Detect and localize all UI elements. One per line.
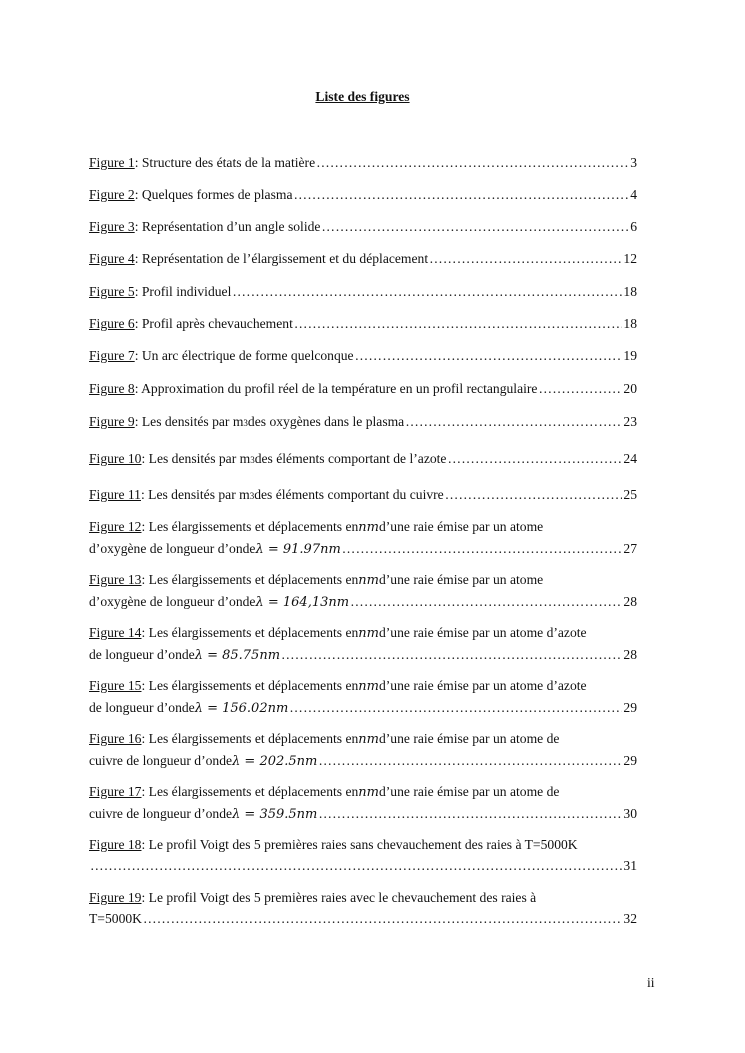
figure-label[interactable]: Figure 11: [89, 487, 141, 502]
toc-entry-figure-7[interactable]: [89, 345, 637, 366]
figure-caption-line2: T=5000K: [89, 911, 142, 926]
dot-leader: [143, 908, 622, 929]
page-number: 4: [630, 187, 637, 202]
dot-leader: [447, 448, 622, 469]
dot-leader: [318, 750, 622, 771]
wavelength-math: λ = 164,13nm: [255, 595, 350, 610]
figure-caption-line2: d’oxygène de longueur d’onde: [89, 594, 256, 609]
unit-math: nm: [358, 679, 379, 694]
figure-caption: : Un arc électrique de forme quelconque: [134, 348, 354, 363]
figure-caption: : Les élargissements et déplacements en: [141, 519, 359, 534]
toc-entry-figure-19[interactable]: [89, 887, 637, 929]
figure-caption-line2: de longueur d’onde: [89, 647, 195, 662]
figure-caption-line2: d’oxygène de longueur d’onde: [89, 541, 256, 556]
page-number: 3: [630, 155, 637, 170]
wavelength-math: λ = 359.5nm: [232, 807, 318, 822]
dot-leader: [429, 248, 622, 269]
toc-entry-figure-13[interactable]: [89, 569, 637, 613]
figure-caption: : Les élargissements et déplacements en: [141, 678, 359, 693]
dot-leader: [318, 803, 622, 824]
dot-leader: [538, 378, 622, 399]
page-number: 19: [623, 348, 637, 363]
figure-caption-line2: cuivre de longueur d’onde: [89, 753, 233, 768]
figure-label[interactable]: Figure 2: [89, 187, 135, 202]
wavelength-math: λ = 156.02nm: [194, 701, 289, 716]
figure-label[interactable]: Figure 10: [89, 451, 142, 466]
unit-math: nm: [358, 732, 379, 747]
figure-caption: : Les élargissements et déplacements en: [141, 572, 359, 587]
superscript: 3: [249, 491, 255, 501]
page-number: 18: [623, 316, 637, 331]
unit-math: nm: [358, 573, 379, 588]
figure-caption-cont: d’une raie émise par un atome: [378, 519, 544, 534]
dot-leader: [293, 184, 629, 205]
figure-label[interactable]: Figure 7: [89, 348, 135, 363]
figure-caption: : Profil après chevauchement: [134, 316, 293, 331]
page-number: 18: [623, 284, 637, 299]
figure-caption-cont: des éléments comportant du cuivre: [254, 487, 444, 502]
page-number: 32: [623, 911, 637, 926]
figure-caption: : Les élargissements et déplacements en: [141, 731, 359, 746]
footer-page-number: ii: [647, 975, 655, 990]
toc-entry-figure-3[interactable]: [89, 216, 637, 237]
toc-entry-figure-8[interactable]: [89, 378, 637, 399]
superscript: 3: [250, 455, 255, 465]
figure-caption: : Représentation de l’élargissement et du déplacement: [134, 251, 429, 266]
dot-leader: [350, 591, 622, 612]
toc-entry-figure-14[interactable]: [89, 622, 637, 666]
figure-caption: : Représentation d’un angle solide: [134, 219, 321, 234]
toc-entry-figure-4[interactable]: [89, 248, 637, 269]
figure-caption-line2: cuivre de longueur d’onde: [89, 806, 233, 821]
superscript: 3: [243, 418, 248, 428]
toc-entry-figure-18[interactable]: [89, 834, 637, 876]
page-number: 12: [623, 251, 637, 266]
toc-entry-figure-2[interactable]: [89, 184, 637, 205]
wavelength-math: λ = 202.5nm: [232, 754, 318, 769]
page-number: 23: [623, 414, 637, 429]
figure-label[interactable]: Figure 3: [89, 219, 135, 234]
unit-math: nm: [358, 785, 379, 800]
toc-entry-figure-1[interactable]: [89, 152, 637, 173]
dot-leader: [289, 697, 622, 718]
page-title: Liste des figures: [315, 89, 410, 104]
page-number: 30: [623, 806, 637, 821]
dot-leader: [281, 644, 622, 665]
toc-entry-figure-5[interactable]: [89, 281, 637, 302]
wavelength-math: λ = 91.97nm: [255, 542, 341, 557]
unit-math: nm: [358, 626, 379, 641]
dot-leader: [294, 313, 623, 334]
figure-label[interactable]: Figure 17: [89, 784, 142, 799]
page-number: 31: [623, 858, 637, 873]
dot-leader: [405, 411, 622, 432]
toc-entry-figure-10[interactable]: [89, 448, 637, 471]
figure-label[interactable]: Figure 4: [89, 251, 135, 266]
figure-caption-cont: d’une raie émise par un atome: [378, 572, 544, 587]
figure-caption-cont: des éléments comportant de l’azote: [254, 451, 447, 466]
figure-label[interactable]: Figure 1: [89, 155, 135, 170]
toc-entry-figure-15[interactable]: [89, 675, 637, 719]
toc-entry-figure-16[interactable]: [89, 728, 637, 772]
figure-label[interactable]: Figure 9: [89, 414, 135, 429]
figure-caption-cont: des oxygènes dans le plasma: [247, 414, 405, 429]
figure-caption: : Les élargissements et déplacements en: [141, 784, 359, 799]
figure-caption: : Les densités par m: [140, 487, 250, 502]
figure-label[interactable]: Figure 15: [89, 678, 142, 693]
figure-label[interactable]: Figure 13: [89, 572, 142, 587]
page-number: 29: [623, 753, 637, 768]
figure-label[interactable]: Figure 12: [89, 519, 142, 534]
figure-caption: : Quelques formes de plasma: [134, 187, 293, 202]
figure-label[interactable]: Figure 8: [89, 381, 135, 396]
dot-leader: [90, 855, 622, 876]
figure-label[interactable]: Figure 6: [89, 316, 135, 331]
dot-leader: [321, 216, 629, 237]
figure-caption: : Les élargissements et déplacements en: [141, 625, 359, 640]
figure-label[interactable]: Figure 16: [89, 731, 142, 746]
figure-caption: : Le profil Voigt des 5 premières raies sans chevauchement des raies à T=5000K: [141, 837, 578, 852]
figure-label[interactable]: Figure 14: [89, 625, 142, 640]
figure-caption-cont: d’une raie émise par un atome d’azote: [378, 625, 587, 640]
figure-caption: : Le profil Voigt des 5 premières raies avec le chevauchement des raies à: [141, 890, 537, 905]
figure-caption-cont: d’une raie émise par un atome de: [378, 784, 560, 799]
dot-leader: [342, 538, 623, 559]
figure-caption-cont: d’une raie émise par un atome de: [378, 731, 560, 746]
page-number: 28: [623, 594, 637, 609]
dot-leader: [445, 484, 623, 505]
page-number: 29: [623, 700, 637, 715]
page-number: 24: [623, 451, 637, 466]
toc-entry-figure-9[interactable]: [89, 411, 637, 434]
toc-entry-figure-17[interactable]: [89, 781, 637, 825]
figure-caption: : Profil individuel: [134, 284, 232, 299]
toc-entry-figure-6[interactable]: [89, 313, 637, 334]
page-number: 25: [623, 487, 637, 502]
unit-math: nm: [358, 520, 379, 535]
dot-leader: [316, 152, 629, 173]
figure-label[interactable]: Figure 19: [89, 890, 142, 905]
figure-caption: : Les densités par m: [141, 451, 251, 466]
page-number: 6: [630, 219, 637, 234]
figure-caption-line2: de longueur d’onde: [89, 700, 195, 715]
page-number: 28: [623, 647, 637, 662]
figure-label[interactable]: Figure 5: [89, 284, 135, 299]
figure-caption: : Approximation du profil réel de la température en un profil rectangulaire: [134, 381, 538, 396]
page-number: 27: [623, 541, 637, 556]
dot-leader: [355, 345, 623, 366]
page-number: 20: [623, 381, 637, 396]
wavelength-math: λ = 85.75nm: [194, 648, 281, 663]
toc-entry-figure-12[interactable]: [89, 516, 637, 560]
figure-label[interactable]: Figure 18: [89, 837, 142, 852]
toc-entry-figure-11[interactable]: [89, 484, 637, 507]
figure-caption: : Les densités par m: [134, 414, 244, 429]
figure-caption-cont: d’une raie émise par un atome d’azote: [378, 678, 587, 693]
figure-caption: : Structure des états de la matière: [134, 155, 316, 170]
dot-leader: [232, 281, 622, 302]
